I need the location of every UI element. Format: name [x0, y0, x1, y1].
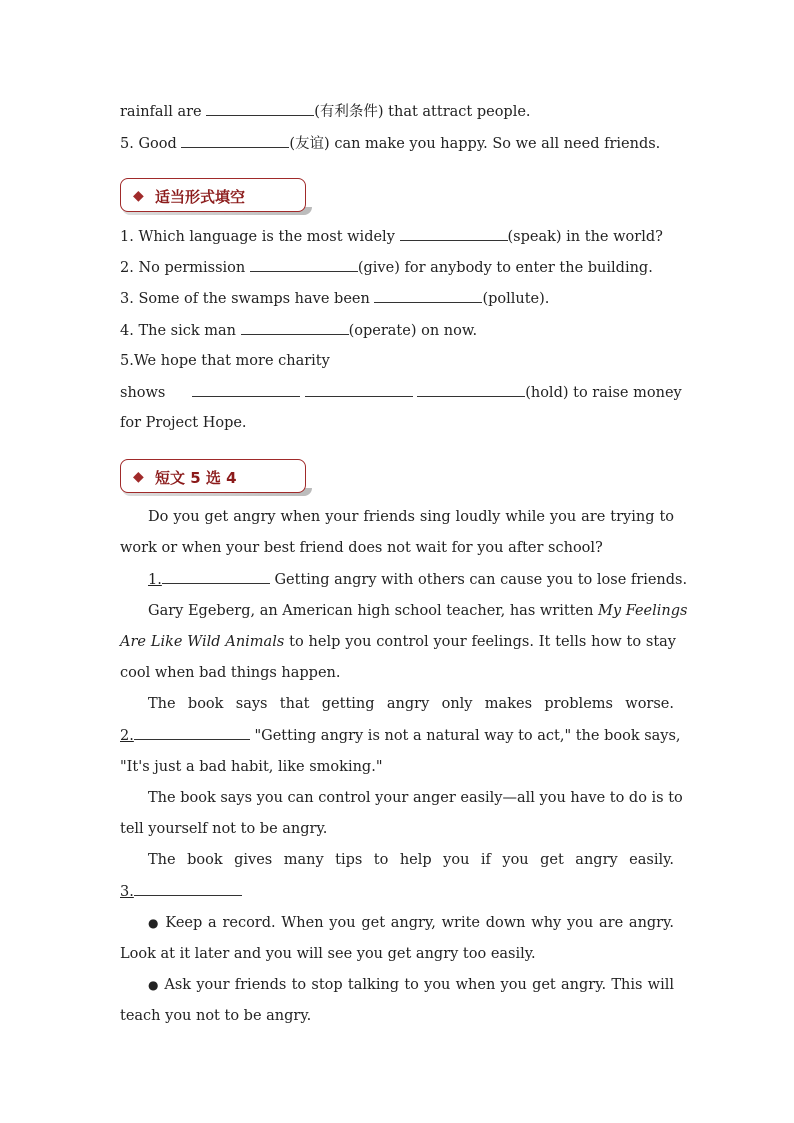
book-title: My Feelings — [598, 603, 688, 619]
paragraph-line: tell yourself not to be angry. — [120, 821, 328, 837]
paragraph-line: Gary Egeberg, an American high school teacher, has written My Feelings — [148, 603, 688, 619]
answer-blank[interactable] — [400, 226, 508, 241]
paragraph-line: "It's just a bad habit, like smoking." — [120, 759, 383, 775]
paragraph-line: teach you not to be angry. — [120, 1008, 312, 1024]
fill-question-3: 3. Some of the swamps have been (pollute). — [120, 288, 676, 309]
diamond-icon: ◆ — [133, 188, 144, 204]
blank-1-line: 1. Getting angry with others can cause you to lose friends. — [148, 569, 704, 590]
answer-blank-3[interactable] — [134, 881, 242, 896]
fill-question-1: 1. Which language is the most widely (speak) in the world? — [120, 226, 676, 247]
answer-blank[interactable] — [374, 288, 482, 303]
paragraph-line: work or when your best friend does not wait for you after school? — [120, 540, 603, 556]
section-title: 适当形式填空 — [155, 188, 246, 206]
answer-blank[interactable] — [241, 320, 349, 335]
paragraph-line: The book says you can control your anger easily—all you have to do is to — [148, 790, 683, 806]
blank-3-line: 3. — [120, 881, 676, 902]
section-title: 短文 5 选 4 — [155, 469, 237, 487]
answer-blank-2[interactable] — [134, 725, 250, 740]
fill-question-5-line2: shows (hold) to raise money — [120, 382, 676, 403]
answer-blank[interactable] — [181, 133, 289, 148]
question-4-line: rainfall are (有利条件) that attract people. — [120, 101, 676, 122]
fill-question-5-line3: for Project Hope. — [120, 415, 247, 431]
fill-question-2: 2. No permission (give) for anybody to enter the building. — [120, 257, 676, 278]
fill-question-4: 4. The sick man (operate) on now. — [120, 320, 676, 341]
paragraph-line: The book gives many tips to help you if you get angry easily. — [148, 852, 674, 868]
paragraph-line: The book says that getting angry only makes problems worse. — [148, 696, 674, 712]
diamond-icon: ◆ — [133, 469, 144, 485]
bullet-icon: ● — [148, 978, 160, 992]
book-title: Are Like Wild Animals — [120, 634, 285, 650]
tip-1-line: ● Keep a record. When you get angry, write down why you are angry. — [148, 915, 674, 931]
section-header-reading — [120, 459, 306, 493]
paragraph-line: Do you get angry when your friends sing loudly while you are trying to — [148, 509, 674, 525]
paragraph-line: cool when bad things happen. — [120, 665, 341, 681]
answer-blank[interactable] — [250, 257, 358, 272]
question-5-line: 5. Good (友谊) can make you happy. So we all need friends. — [120, 133, 676, 154]
paragraph-line: Are Like Wild Animals to help you control your feelings. It tells how to stay — [120, 634, 676, 650]
answer-blank[interactable] — [192, 382, 300, 397]
fill-question-5: 5.We hope that more charity — [120, 353, 330, 369]
answer-blank-1[interactable] — [162, 569, 270, 584]
bullet-icon: ● — [148, 916, 160, 930]
answer-blank[interactable] — [206, 101, 314, 116]
answer-blank[interactable] — [417, 382, 525, 397]
blank-2-line: 2. "Getting angry is not a natural way to act," the book says, — [120, 725, 676, 746]
section-header-fill — [120, 178, 306, 212]
paragraph-line: Look at it later and you will see you get angry too easily. — [120, 946, 536, 962]
answer-blank[interactable] — [305, 382, 413, 397]
tip-2-line: ● Ask your friends to stop talking to you when you get angry. This will — [148, 977, 674, 993]
